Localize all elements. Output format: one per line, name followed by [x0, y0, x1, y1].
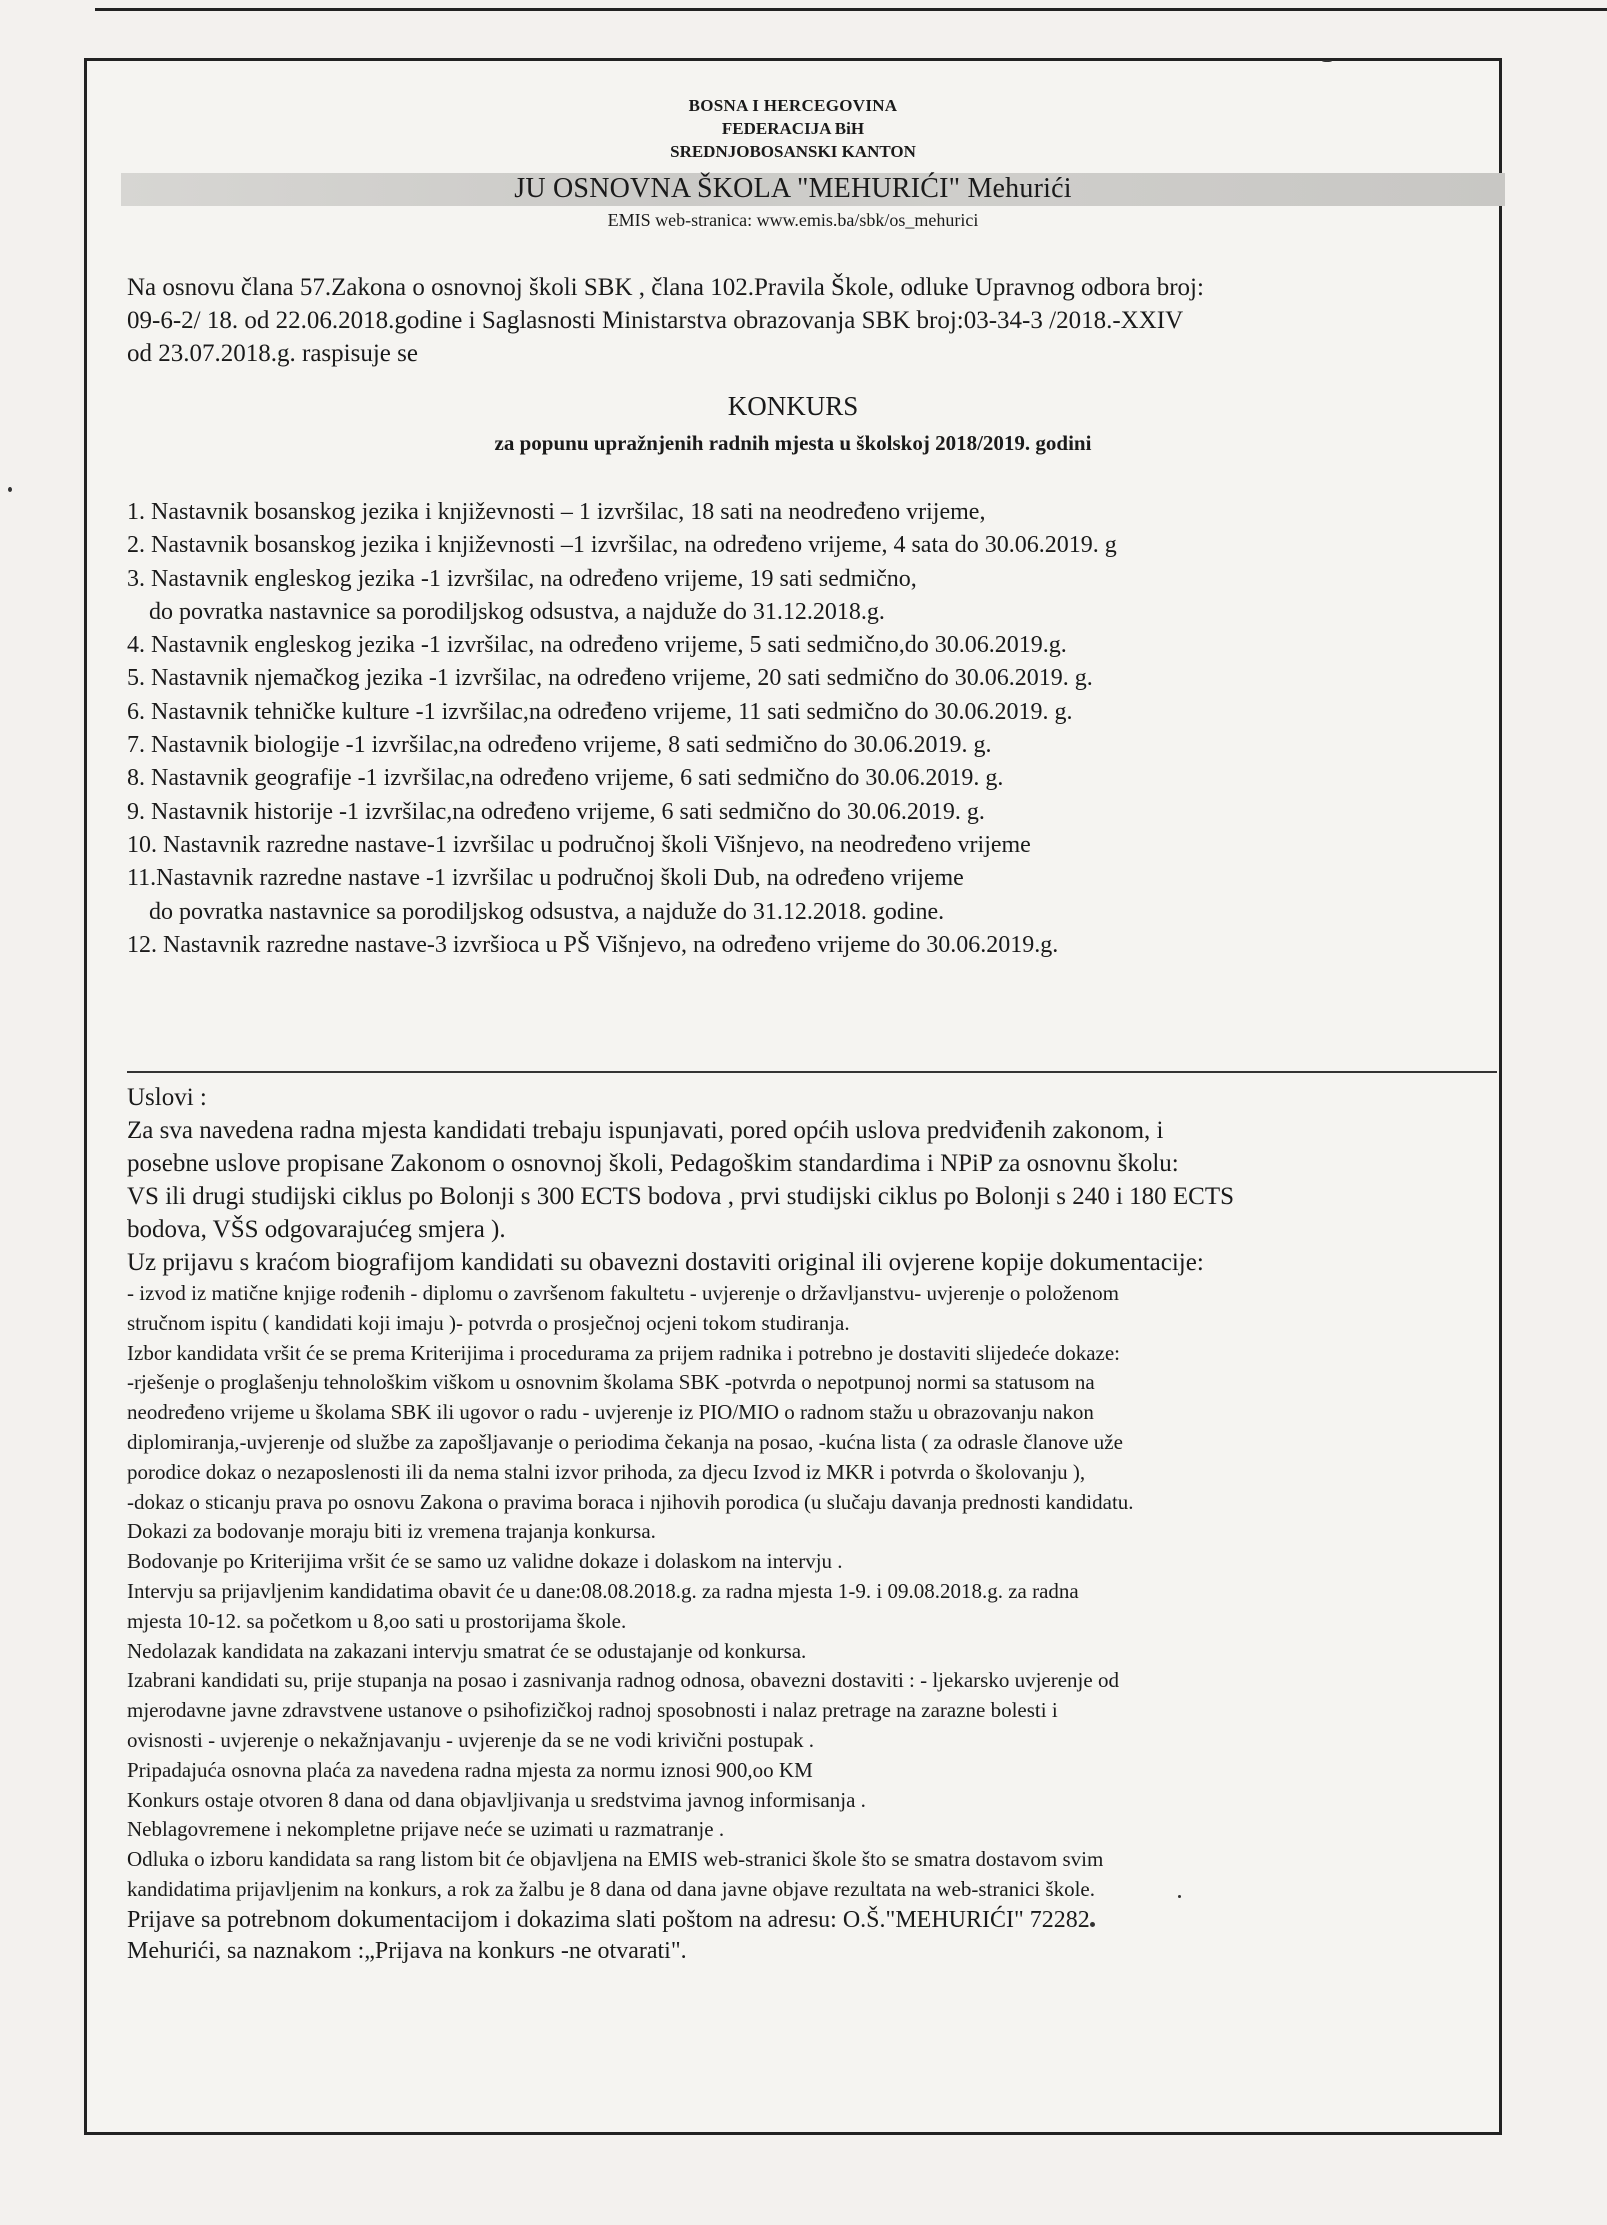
- print-speck: [1090, 1922, 1095, 1927]
- detail-line: -rješenje o proglašenju tehnološkim viškom u osnovnim školama SBK -potvrda o nepotpunoj normi sa statusom na: [127, 1370, 1095, 1395]
- print-speck: [1178, 1895, 1181, 1898]
- intro-line: Na osnovu člana 57.Zakona o osnovnoj školi SBK , člana 102.Pravila Škole, odluke Upravnog odbora broj:: [127, 274, 1204, 301]
- country-line: BOSNA I HERCEGOVINA: [688, 96, 898, 115]
- detail-line: Dokazi za bodovanje moraju biti iz vremena trajanja konkursa.: [127, 1519, 656, 1544]
- position-item: 2. Nastavnik bosanskog jezika i književnosti –1 izvršilac, na određeno vrijeme, 4 sata do 30.06.2019. g: [127, 532, 1117, 559]
- detail-line: porodice dokaz o nezaposlenosti ili da nema stalni izvor prihoda, za djecu Izvod iz MKR i potvrda o školovanju ),: [127, 1459, 1086, 1484]
- section-divider: [127, 1071, 1497, 1073]
- website-line: EMIS web-stranica: www.emis.ba/sbk/os_mehurici: [607, 210, 979, 230]
- application-instructions: [127, 1905, 1497, 1967]
- positions-list: [127, 496, 1487, 962]
- detail-line: neodređeno vrijeme u školama SBK ili ugovor o radu - uvjerenje iz PIO/MIO o radnom stažu u obrazovanju nakon: [127, 1400, 1094, 1425]
- position-continuation: do povratka nastavnice sa porodiljskog odsustva, a najduže do 31.12.2018.g.: [149, 598, 885, 625]
- detail-line: stručnom ispitu ( kandidati koji imaju )- potvrda o prosječnoj ocjeni tokom studiranja.: [127, 1310, 850, 1335]
- position-item: 7. Nastavnik biologije -1 izvršilac,na određeno vrijeme, 8 sati sedmično do 30.06.2019. g.: [127, 732, 992, 759]
- detail-line: Neblagovremene i nekompletne prijave neće se uzimati u razmatranje .: [127, 1817, 725, 1842]
- position-item: 12. Nastavnik razredne nastave-3 izvršioca u PŠ Višnjevo, na određeno vrijeme do 30.06.2019.g.: [127, 931, 1059, 958]
- position-item: 9. Nastavnik historije -1 izvršilac,na određeno vrijeme, 6 sati sedmično do 30.06.2019. g.: [127, 798, 985, 825]
- detail-line: - izvod iz matične knjige rođenih - diplomu o završenom fakultetu - uvjerenje o državljanstvu- uvjerenje o položenom: [127, 1281, 1119, 1305]
- detail-line: Bodovanje po Kriterijima vršit će se samo uz validne dokaze i dolaskom na intervju .: [127, 1549, 843, 1574]
- detail-line: mjerodavne javne zdravstvene ustanove o psihofizičkoj radnoj sposobnosti i nalaz pretrage na zarazne bolesti i: [127, 1698, 1058, 1723]
- notice-title: KONKURS: [727, 391, 859, 421]
- position-item: 1. Nastavnik bosanskog jezika i književnosti – 1 izvršilac, 18 sati na neodređeno vrijeme,: [127, 499, 986, 525]
- federation-line: FEDERACIJA BiH: [721, 119, 865, 138]
- conditions-section: [127, 1081, 1497, 1967]
- condition-line: Uz prijavu s kraćom biografijom kandidati su obavezni dostaviti original ili ovjerene kopije dokumentacije:: [127, 1249, 1204, 1276]
- position-continuation: do povratka nastavnice sa porodiljskog odsustva, a najduže do 31.12.2018. godine.: [149, 898, 945, 925]
- detail-line: Konkurs ostaje otvoren 8 dana od dana objavljivanja u sredstvima javnog informisanja .: [127, 1787, 866, 1812]
- condition-line: Za sva navedena radna mjesta kandidati trebaju ispunjavati, pored općih uslova predviđenih zakonom, i: [127, 1117, 1164, 1144]
- detail-line: diplomiranja,-uvjerenje od službe za zapošljavanje o periodima čekanja na posao, -kućna lista ( za odrasle članove uže: [127, 1429, 1123, 1454]
- detail-conditions: [127, 1279, 1497, 1905]
- position-item: 4. Nastavnik engleskog jezika -1 izvršilac, na određeno vrijeme, 5 sati sedmično,do 30.06.2019.g.: [127, 632, 1067, 659]
- position-item: 8. Nastavnik geografije -1 izvršilac,na određeno vrijeme, 6 sati sedmično do 30.06.2019. g.: [127, 765, 1004, 792]
- intro-line: 09-6-2/ 18. od 22.06.2018.godine i Saglasnosti Ministarstva obrazovanja SBK broj:03-34-3 /2018.-XXIV: [127, 307, 1184, 334]
- instruction-line: Mehurići, sa naznakom :„Prijava na konkurs -ne otvarati".: [127, 1937, 687, 1964]
- position-item: 5. Nastavnik njemačkog jezika -1 izvršilac, na određeno vrijeme, 20 sati sedmično do 30.06.2019. g.: [127, 665, 1093, 692]
- condition-line: bodova, VŠS odgovarajućeg smjera ).: [127, 1216, 506, 1243]
- canton-line: SREDNJOBOSANSKI KANTON: [670, 142, 916, 161]
- school-name: JU OSNOVNA ŠKOLA "MEHURIĆI" Mehurići: [514, 173, 1072, 204]
- detail-line: Izbor kandidata vršit će se prema Kriterijima i procedurama za prijem radnika i potrebno je dostaviti slijedeće dokaze:: [127, 1340, 1121, 1365]
- detail-line: Odluka o izboru kandidata sa rang listom bit će objavljena na EMIS web-stranici škole što se smatra dostavom svim: [127, 1847, 1104, 1872]
- print-speck: [8, 487, 12, 492]
- detail-line: Izabrani kandidati su, prije stupanja na posao i zasnivanja radnog odnosa, obavezni dostaviti : - ljekarsko uvjerenje od: [127, 1668, 1119, 1693]
- detail-line: kandidatima prijavljenim na konkurs, a rok za žalbu je 8 dana od dana javne objave rezultata na web-stranici škole.: [127, 1876, 1095, 1901]
- general-conditions: [127, 1114, 1497, 1279]
- position-item: 10. Nastavnik razredne nastave-1 izvršilac u područnoj školi Višnjevo, na neodređeno vrijeme: [127, 831, 1031, 858]
- intro-paragraph: [127, 271, 1487, 370]
- position-item: 3. Nastavnik engleskog jezika -1 izvršilac, na određeno vrijeme, 19 sati sedmično,: [127, 565, 917, 592]
- position-item: 6. Nastavnik tehničke kulture -1 izvršilac,na određeno vrijeme, 11 sati sedmično do 30.06.2019. g.: [127, 698, 1073, 725]
- notice-frame: [84, 58, 1502, 2135]
- instruction-line: Prijave sa potrebnom dokumentacijom i dokazima slati poštom na adresu: O.Š."MEHURIĆI" 72282: [127, 1906, 1090, 1933]
- detail-line: ovisnosti - uvjerenje o nekažnjavanju - uvjerenje da se ne vodi krivični postupak .: [127, 1727, 814, 1752]
- detail-line: Nedolazak kandidata na zakazani intervju smatrat će se odustajanje od konkursa.: [127, 1638, 807, 1663]
- detail-line: Pripadajuća osnovna plaća za navedena radna mjesta za normu iznosi 900,oo KM: [127, 1757, 813, 1782]
- print-speck: [1322, 60, 1332, 62]
- detail-line: -dokaz o sticanju prava po osnovu Zakona o pravima boraca i njihovih porodica (u slučaju davanja prednosti kandidatu.: [127, 1489, 1134, 1514]
- condition-line: posebne uslove propisane Zakonom o osnovnoj školi, Pedagoškim standardima i NPiP za osnovnu školu:: [127, 1150, 1179, 1177]
- detail-line: Intervju sa prijavljenim kandidatima obavit će u dane:08.08.2018.g. za radna mjesta 1-9. i 09.08.2018.g. za radna: [127, 1578, 1079, 1603]
- notice-subtitle: za popunu upražnjenih radnih mjesta u školskoj 2018/2019. godini: [494, 431, 1092, 455]
- intro-line: od 23.07.2018.g. raspisuje se: [127, 340, 418, 367]
- condition-line: VS ili drugi studijski ciklus po Bolonji s 300 ECTS bodova , prvi studijski ciklus po Bolonji s 240 i 180 ECTS: [127, 1183, 1235, 1210]
- conditions-heading: Uslovi :: [127, 1084, 207, 1111]
- position-item: 11.Nastavnik razredne nastave -1 izvršilac u područnoj školi Dub, na određeno vrijeme: [127, 865, 964, 892]
- top-rule: [95, 0, 1607, 11]
- detail-line: mjesta 10-12. sa početkom u 8,oo sati u prostorijama škole.: [127, 1608, 627, 1633]
